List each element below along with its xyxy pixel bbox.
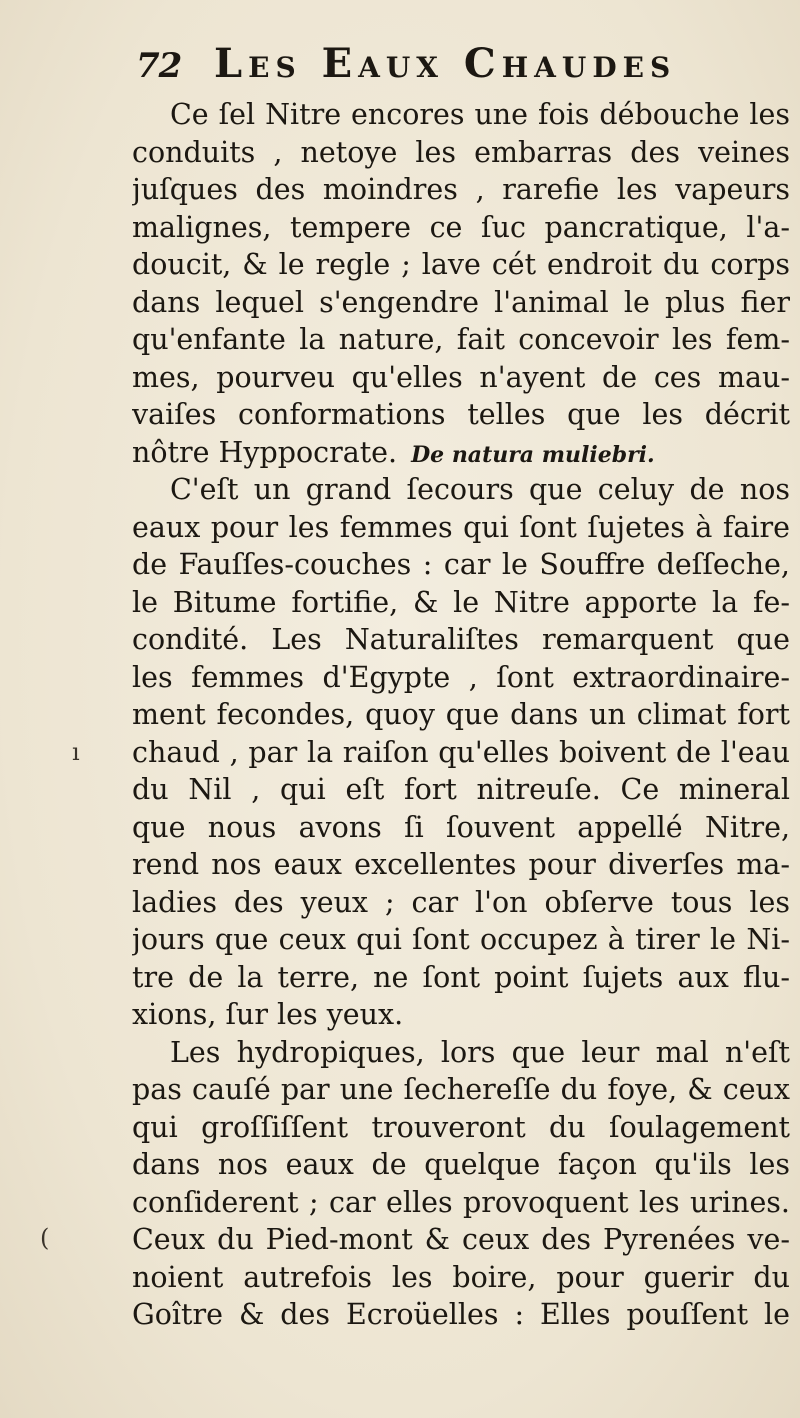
text-line: xions, ſur les yeux. — [132, 998, 404, 1031]
text-line: du Nil , qui eſt fort nitreuſe. Ce mineral — [132, 773, 790, 806]
text-line: les femmes d'Egypte , ſont extraordinaire- — [132, 660, 790, 694]
text-line: Ceux du Pied-mont & ceux des Pyrenées ve- — [132, 1223, 790, 1256]
text-line: condité. Les Naturaliſtes remarquent que — [132, 623, 790, 656]
text-line: dans nos eaux de quelque façon qu'ils les — [132, 1148, 790, 1181]
text-line: Ce ſel Nitre encores une fois débouche les — [170, 98, 790, 131]
text-line: mes, pourveu qu'elles n'ayent de ces mau- — [132, 360, 790, 394]
margin-tick-mark: ( — [40, 1224, 50, 1252]
text-line-content: nôtre Hyppocrate. — [132, 435, 398, 469]
text-line: ladies des yeux ; car l'on obſerve tous les — [132, 885, 790, 919]
margin-tick-mark: ı — [72, 738, 80, 766]
body-text — [132, 96, 790, 1334]
text-line: jours que ceux qui ſont occupez à tirer le Ni- — [132, 923, 790, 956]
text-line: malignes, tempere ce ſuc pancratique, l'a- — [132, 210, 790, 244]
text-line: Les hydropiques, lors que leur mal n'eſt — [170, 1035, 790, 1069]
marginal-citation: De natura muliebri. — [411, 441, 655, 468]
text-line: C'eſt un grand ſecours que celuy de nos — [170, 473, 790, 506]
running-head — [128, 38, 768, 98]
text-line: conſiderent ; car elles provoquent les urines. — [132, 1185, 790, 1219]
text-line-with-citation — [132, 434, 790, 472]
text-line: le Bitume fortifie, & le Nitre apporte la fe- — [132, 585, 790, 619]
text-line: vaiſes conformations telles que les décrit — [132, 398, 790, 431]
text-line: pas cauſé par une ſechereſſe du foye, & ceux — [132, 1073, 790, 1106]
text-line: tre de la terre, ne ſont point ſujets aux flu- — [132, 960, 790, 994]
text-line: rend nos eaux excellentes pour diverſes ma- — [132, 848, 790, 881]
running-title: Les Eaux Chaudes — [214, 40, 677, 87]
text-line: qu'enfante la nature, fait concevoir les fem- — [132, 323, 790, 356]
text-line: juſques des moindres , rarefie les vapeurs — [132, 173, 790, 206]
text-line: conduits , netoye les embarras des veines — [132, 135, 790, 169]
text-line: que nous avons ſi ſouvent appellé Nitre, — [132, 810, 790, 844]
page-number: 72 — [136, 46, 182, 86]
text-line: eaux pour les femmes qui ſont ſujetes à faire — [132, 510, 790, 544]
text-line: dans lequel s'engendre l'animal le plus fier — [132, 285, 790, 319]
text-line: ment fecondes, quoy que dans un climat fort — [132, 698, 790, 731]
text-line: noient autrefois les boire, pour guerir du — [132, 1260, 790, 1294]
text-line: chaud , par la raiſon qu'elles boivent de l'eau — [132, 735, 790, 769]
text-line: de Fauſſes-couches : car le Souffre deſſeche, — [132, 548, 790, 581]
text-line: qui groſſiſſent trouveront du ſoulagement — [132, 1110, 790, 1144]
text-line: doucit, & le regle ; lave cét endroit du corps — [132, 248, 790, 281]
text-line: Goître & des Ecroüelles : Elles pouſſent le — [132, 1298, 790, 1331]
